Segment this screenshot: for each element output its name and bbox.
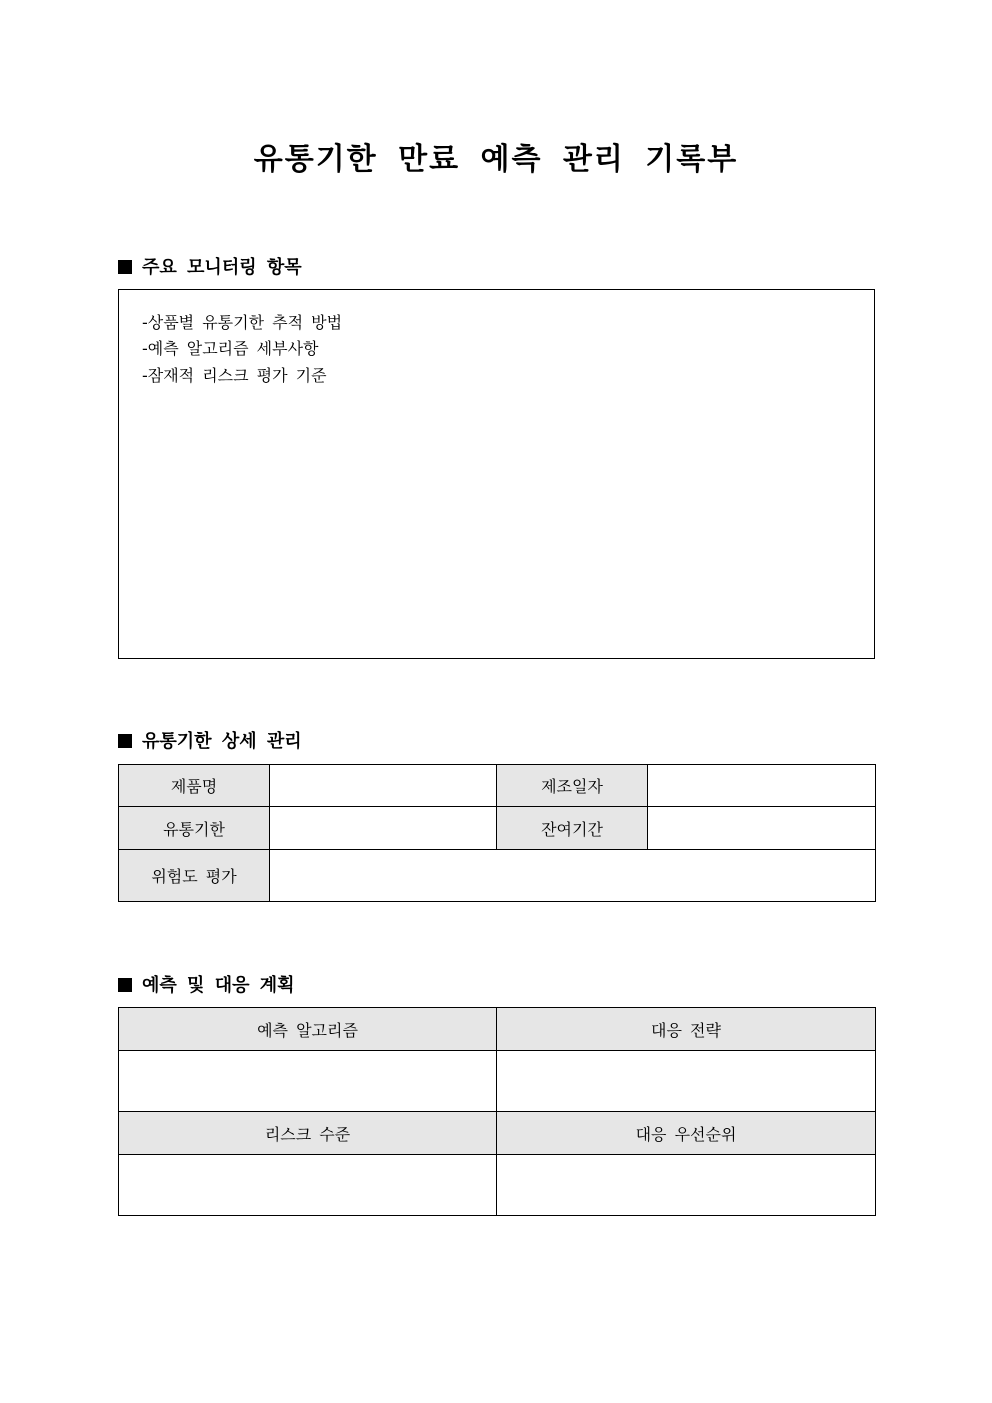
algorithm-field[interactable] bbox=[119, 1051, 497, 1112]
section-heading-text: 주요 모니터링 항목 bbox=[142, 257, 302, 278]
page-title: 유통기한 만료 예측 관리 기록부 bbox=[253, 142, 739, 177]
label-remaining-period: 잔여기간 bbox=[497, 807, 648, 850]
manufacture-date-field[interactable] bbox=[648, 765, 876, 807]
square-bullet-icon bbox=[118, 260, 132, 274]
header-algorithm: 예측 알고리즘 bbox=[119, 1008, 497, 1051]
label-risk-assessment: 위험도 평가 bbox=[119, 850, 270, 902]
risk-level-field[interactable] bbox=[119, 1155, 497, 1216]
monitoring-items-box[interactable] bbox=[118, 289, 875, 659]
square-bullet-icon bbox=[118, 978, 132, 992]
priority-field[interactable] bbox=[497, 1155, 876, 1216]
section-heading-monitoring bbox=[118, 253, 302, 279]
section-heading-text: 예측 및 대응 계획 bbox=[142, 975, 295, 996]
risk-assessment-field[interactable] bbox=[270, 850, 876, 902]
label-manufacture-date: 제조일자 bbox=[497, 765, 648, 807]
remaining-period-field[interactable] bbox=[648, 807, 876, 850]
header-risk-level: 리스크 수준 bbox=[119, 1112, 497, 1155]
square-bullet-icon bbox=[118, 734, 132, 748]
product-name-field[interactable] bbox=[270, 765, 497, 807]
expiry-detail-table bbox=[118, 764, 876, 902]
monitoring-item: -예측 알고리즘 세부사항 bbox=[142, 339, 319, 358]
prediction-plan-table bbox=[118, 1007, 876, 1216]
section-heading-prediction-plan bbox=[118, 971, 295, 997]
strategy-field[interactable] bbox=[497, 1051, 876, 1112]
label-product-name: 제품명 bbox=[119, 765, 270, 807]
monitoring-item: -상품별 유통기한 추적 방법 bbox=[142, 313, 343, 332]
header-priority: 대응 우선순위 bbox=[497, 1112, 876, 1155]
section-heading-expiry-detail bbox=[118, 727, 302, 753]
header-strategy: 대응 전략 bbox=[497, 1008, 876, 1051]
section-heading-text: 유통기한 상세 관리 bbox=[142, 731, 302, 752]
monitoring-item: -잠재적 리스크 평가 기준 bbox=[142, 366, 327, 385]
label-expiry-date: 유통기한 bbox=[119, 807, 270, 850]
expiry-date-field[interactable] bbox=[270, 807, 497, 850]
